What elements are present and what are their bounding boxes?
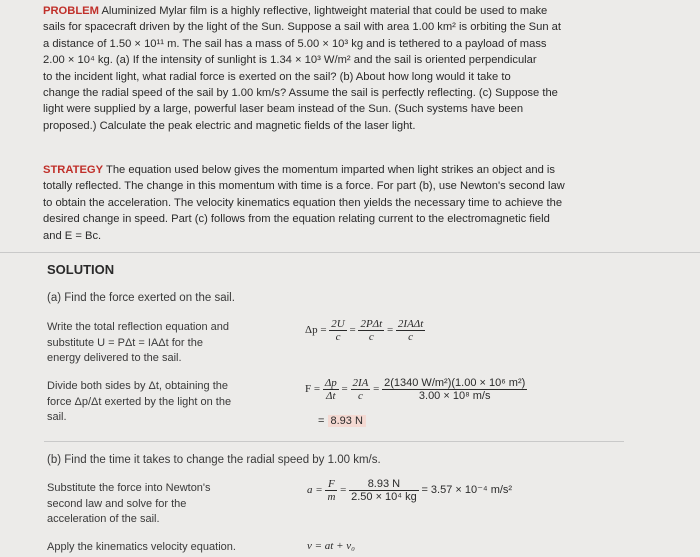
problem-line: proposed.) Calculate the peak electric and magnetic fields of the laser light.: [43, 119, 416, 132]
force-equation: F = $\frac{\Delta p}{\Delta t}$ = $\frac{2IA}{c}$ = $\frac{\text{2(1340 W/m²)(1.00 × 10⁶ m²)}}{\text{3.00 × 10⁸ m/s}}$: [305, 377, 526, 402]
problem-line: sails for spacecraft driven by the light of the Sun. Suppose a sail with area 1.00 km² is orbiting the Sun at: [43, 21, 562, 34]
divider: [44, 441, 624, 442]
acceleration-equation: a = $\frac{F}{m}$ = $\frac{8.93 N}{\text{2.50 × 10⁴ kg}}$ = 3.57 × 10⁻⁴ m/s²: [307, 478, 513, 503]
strategy-paragraph: [43, 162, 633, 244]
divider: [0, 252, 700, 253]
part-b-step1-text: Substitute the force into Newton's second law and solve for the acceleration of the sail.: [47, 482, 211, 525]
strategy-line: to obtain the acceleration. The velocity kinematics equation then yields the necessary time to achieve the: [43, 196, 563, 209]
solution-title: SOLUTION: [47, 262, 115, 277]
strategy-line: totally reflected. The change in this momentum with time is a force. For part (b), use Newton's second law: [43, 180, 565, 193]
problem-label: PROBLEM: [43, 5, 99, 17]
part-a-step1-text: Write the total reflection equation and substitute U = PΔt = IAΔt for the energy delivered to the sail.: [47, 321, 230, 364]
velocity-equation: v = at + v₀: [307, 540, 355, 552]
problem-line: a distance of 1.50 × 10¹¹ m. The sail has a mass of 5.00 × 10³ kg and is tethered to a payload of mass: [43, 37, 547, 50]
part-a-step2-text: Divide both sides by Δt, obtaining the force Δp/Δt exerted by the light on the sail.: [47, 380, 232, 423]
problem-line: light were supplied by a large, powerful laser beam instead of the Sun. (Such systems have been: [43, 103, 524, 116]
strategy-line: desired change in speed. Part (c) follows from the equation relating current to the electromagnetic field: [43, 213, 550, 226]
part-b-heading: (b) Find the time it takes to change the radial speed by 1.00 km/s.: [47, 454, 381, 466]
problem-line: to the incident light, what radial force is exerted on the sail? (b) About how long would it take to: [43, 70, 511, 83]
strategy-line: and E = Bc.: [43, 229, 102, 242]
strategy-line: The equation used below gives the momentum imparted when light strikes an object and is: [106, 164, 555, 176]
problem-line: 2.00 × 10⁴ kg. (a) If the intensity of sunlight is 1.34 × 10³ W/m² and the sail is oriented perpendicular: [43, 54, 537, 67]
force-result: = 8.93 N: [318, 415, 366, 427]
force-result-value: 8.93 N: [328, 415, 366, 427]
momentum-equation: Δp = $\frac{2U}{c}$ = $\frac{\text{2PΔt}}{c}$ = $\frac{\text{2IAΔt}}{c}$: [305, 318, 424, 343]
part-a-heading: (a) Find the force exerted on the sail.: [47, 292, 235, 304]
strategy-label: STRATEGY: [43, 164, 104, 176]
part-b-step2-text: Apply the kinematics velocity equation.: [47, 541, 236, 553]
problem-line: change the radial speed of the sail by 1.00 km/s? Assume the sail is perfectly reflecting. (c) Suppose the: [43, 87, 558, 100]
problem-line: Aluminized Mylar film is a highly reflective, lightweight material that could be used to make: [101, 5, 548, 17]
problem-paragraph: [43, 3, 633, 134]
